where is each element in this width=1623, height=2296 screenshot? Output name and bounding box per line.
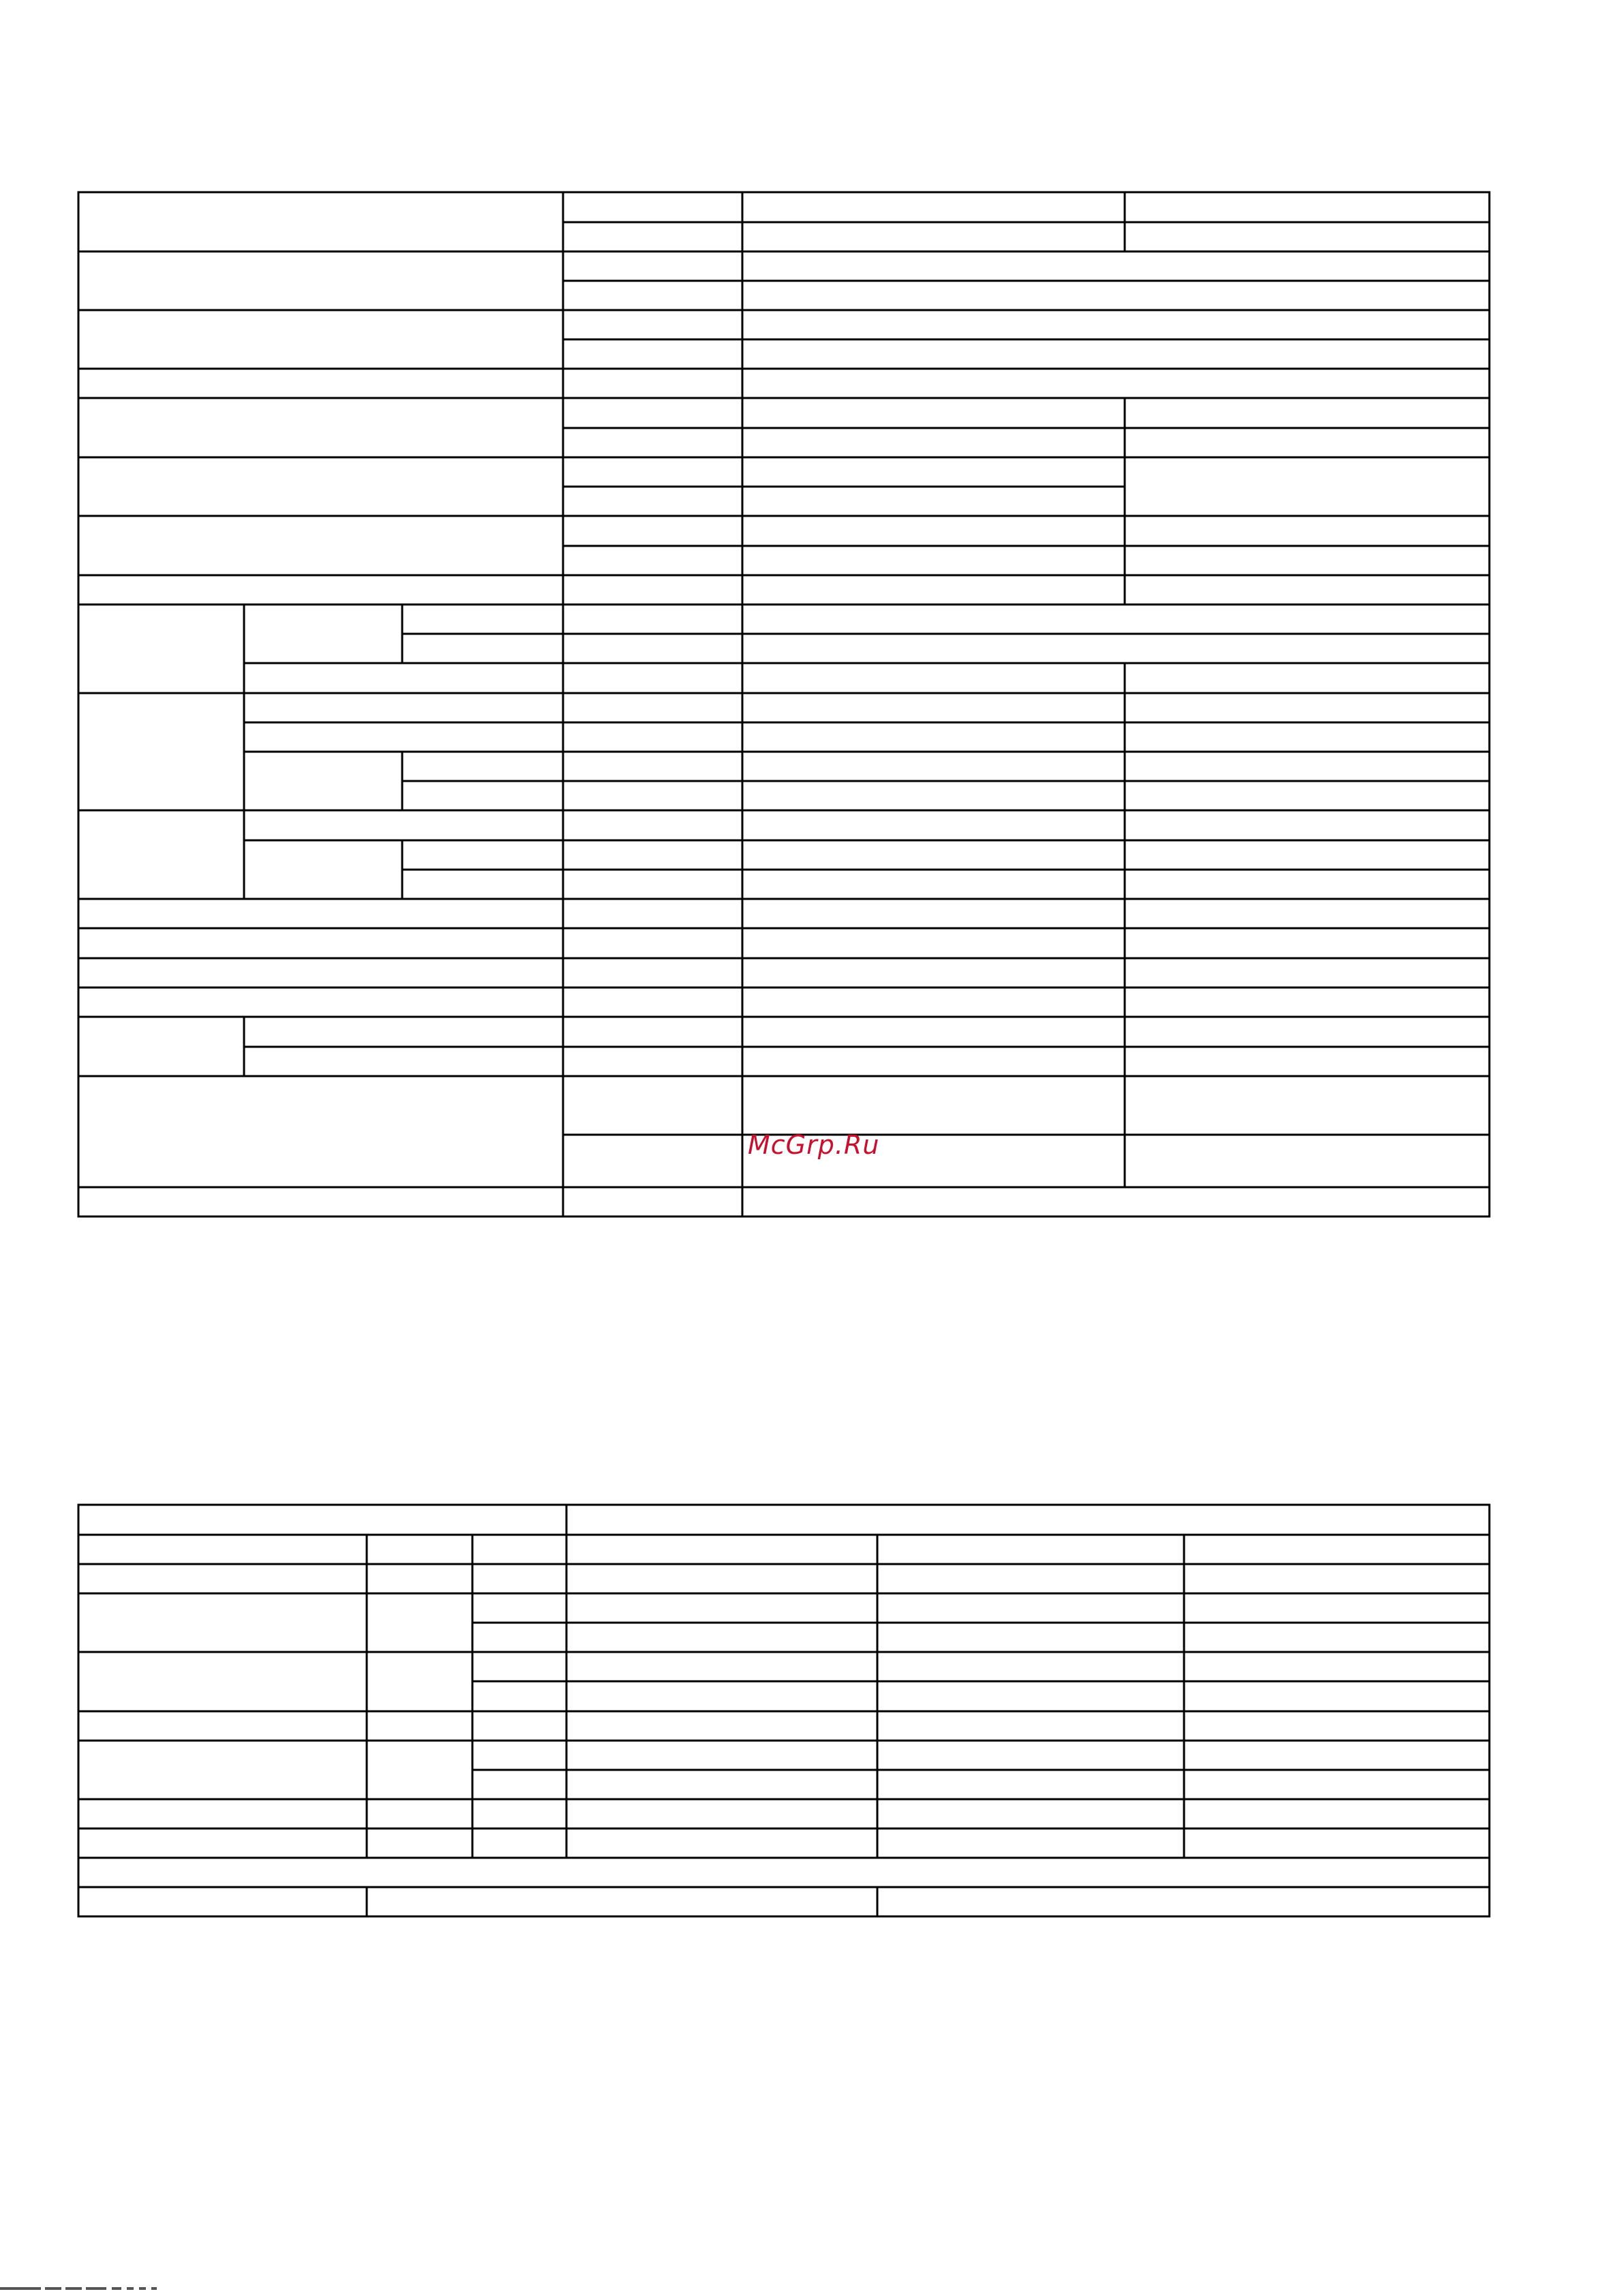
- page-footer-marks: [0, 2287, 164, 2296]
- spec-table-lower: [78, 1505, 1489, 1916]
- watermark-text: McGrp.Ru: [748, 1130, 880, 1160]
- spec-table-upper: [78, 192, 1489, 1216]
